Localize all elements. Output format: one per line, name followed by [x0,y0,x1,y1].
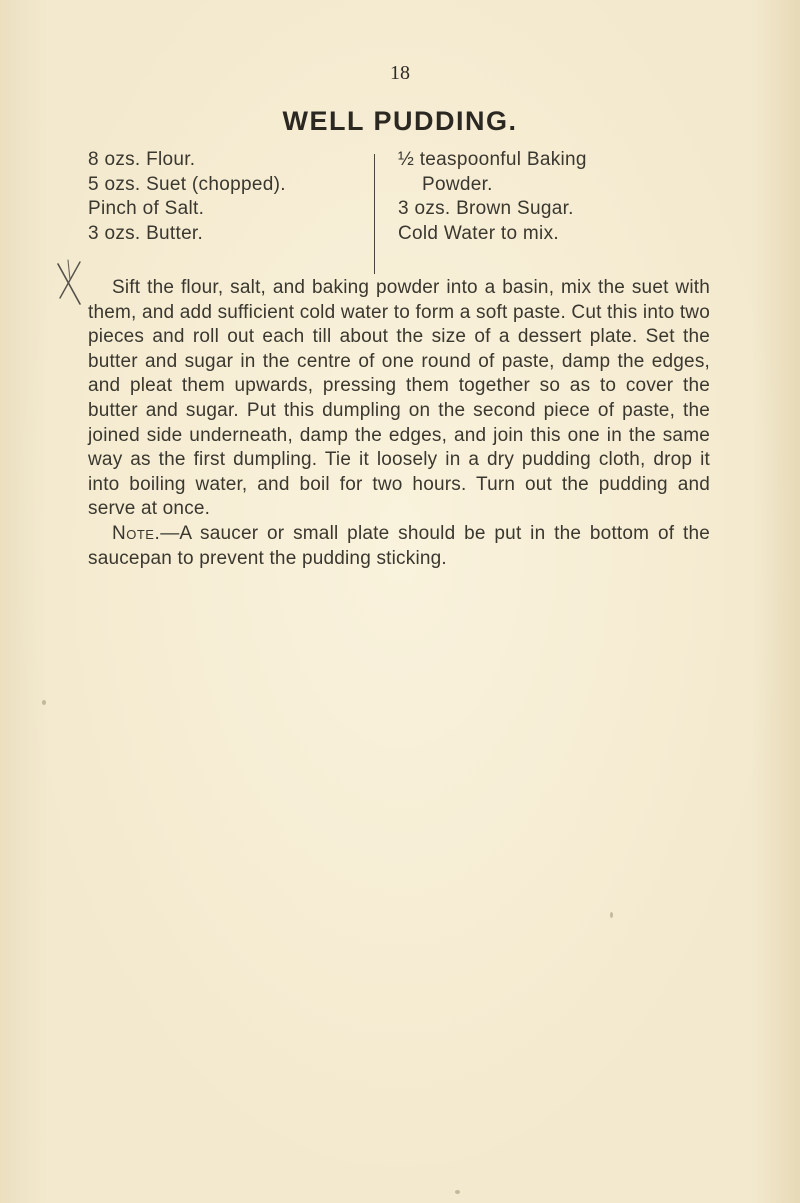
ingredient-cold-water: Cold Water to mix. [398,222,559,244]
ingredient-butter: 3 ozs. Butter. [88,222,204,244]
ingredient-baking-powder-continued: Powder. [422,173,493,195]
note-text: —A saucer or small plate should be put in the bottom of the saucepan to prevent the pudding sticking. [88,522,710,569]
ingredient-baking-powder: ½ teaspoonful Baking [398,149,587,170]
paper-speck [455,1190,460,1194]
column-divider [374,154,375,274]
ingredient-salt: Pinch of Salt. [88,198,205,219]
recipe-title: WELL PUDDING. [282,106,518,136]
ingredients-list [88,148,688,276]
note-label: Note. [112,522,161,544]
paper-speck [42,700,46,705]
paper-speck [610,912,613,918]
ingredients-right-column [398,148,688,246]
method-text [88,276,710,571]
method-paragraph: Sift the flour, salt, and baking powder into a basin, mix the suet with them, and add sufficient cold water to form a soft paste. Cut this into two pieces and roll out each till about the size of a dessert plate. Set the butter and sugar in the centre of one round of paste, damp the edges, and pleat them upwards, pressing them together so as to cover the butter and sugar. Put this dumpling on the second piece of paste, the joined side underneath, damp the edges, and join this one in the same way as the first dumpling. Tie it loosely in a dry pudding cloth, drop it into boiling water, and boil for two hours. Turn out the pudding and serve at once. [88,277,710,520]
note-paragraph [88,522,710,571]
ingredient-brown-sugar: 3 ozs. Brown Sugar. [398,198,574,219]
ingredients-left-column [88,148,378,246]
pencil-check-mark-icon [54,258,84,312]
ingredient-suet: 5 ozs. Suet (chopped). [88,173,286,195]
page-number: 18 [390,62,410,84]
ingredient-flour: 8 ozs. Flour. [88,149,196,170]
